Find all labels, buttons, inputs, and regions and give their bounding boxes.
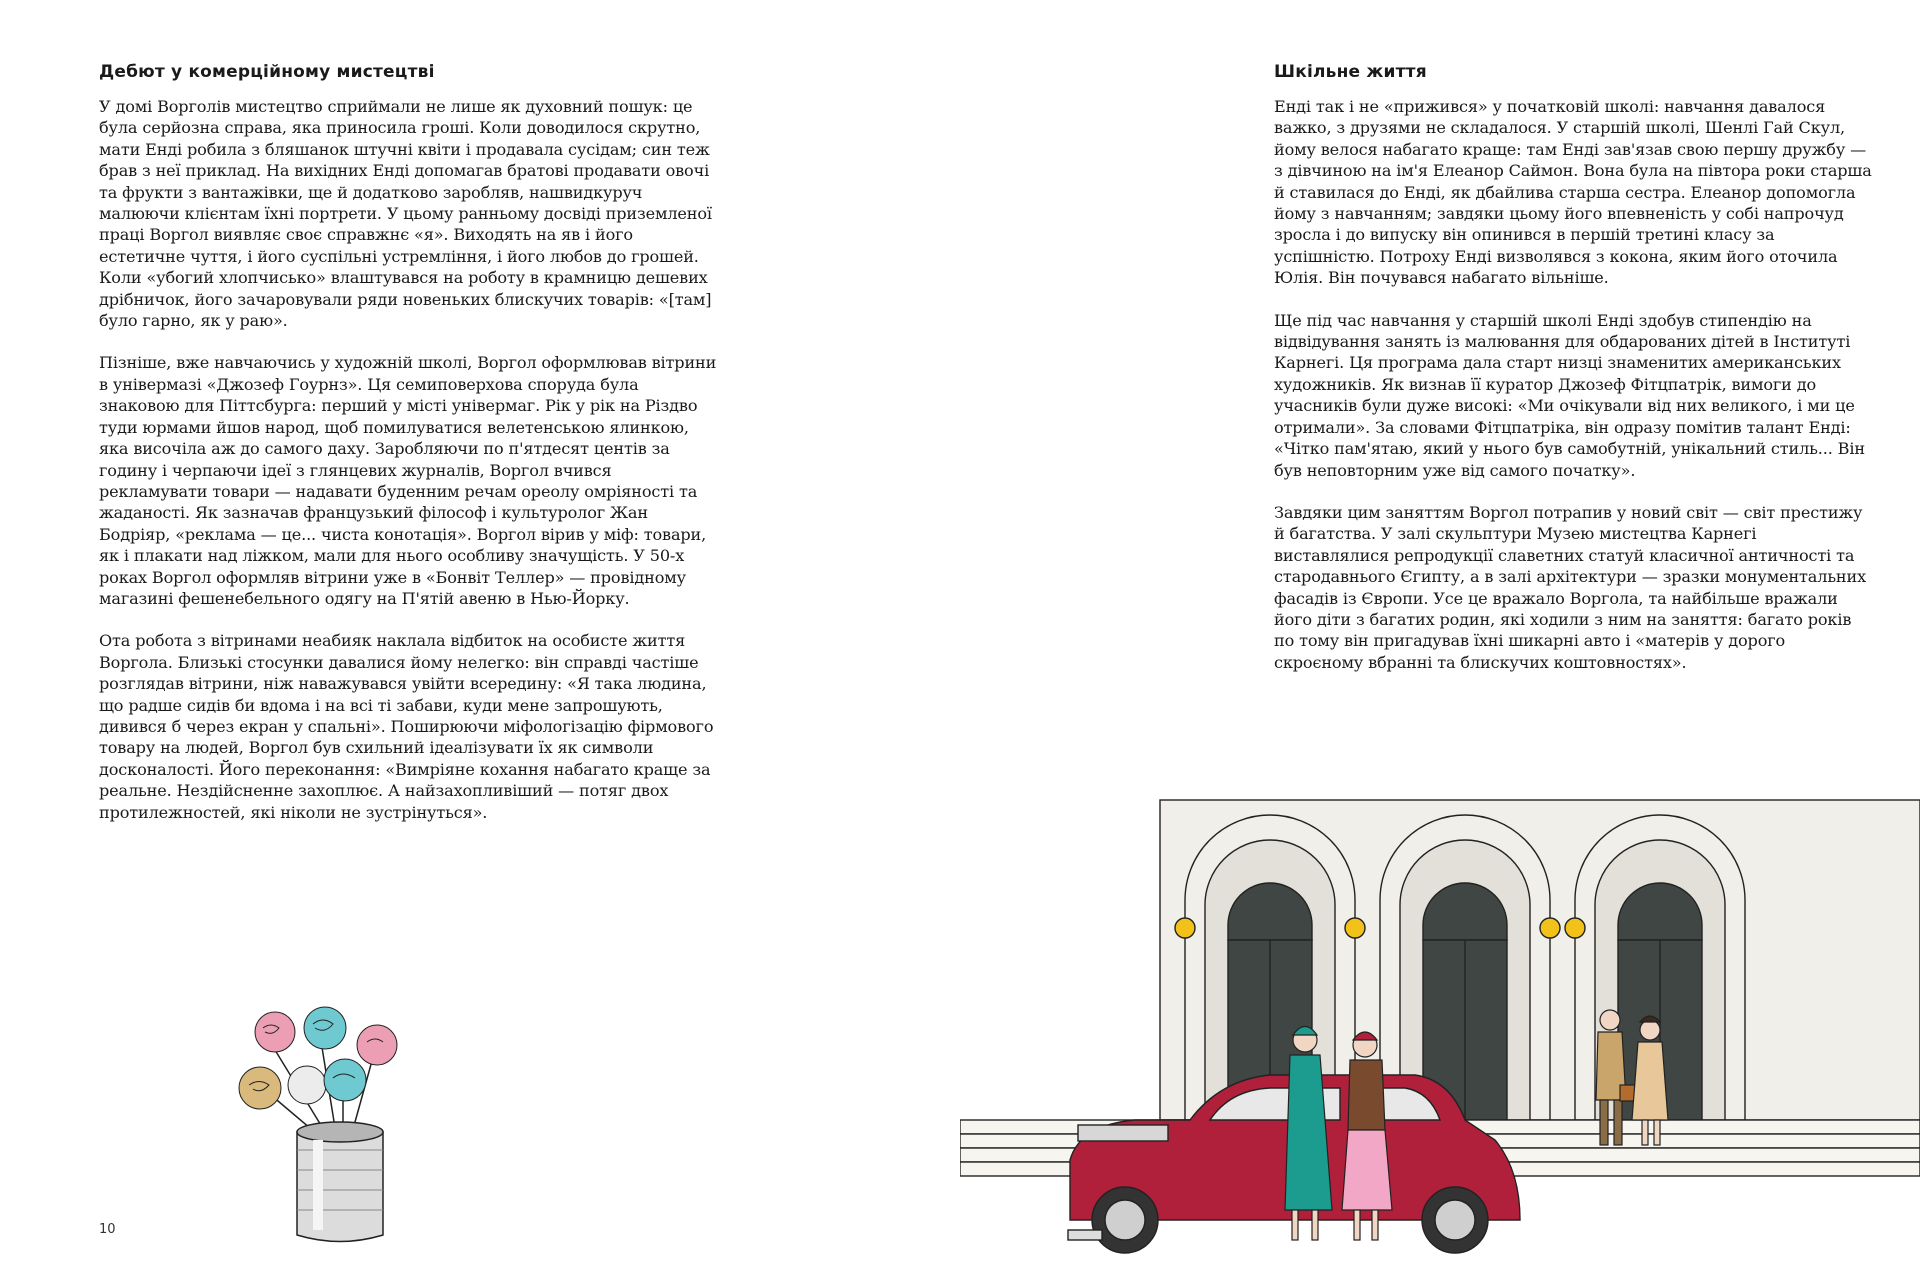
paragraph: Енді так і не «прижився» у початковій школі: навчання давалося важко, з друзями не складалося. У старшій школі, Шенлі Гай Скул, йому велося набагато краще: там Енді зав'язав свою першу дружбу — з дівчиною на ім'я Елеанор Саймон. Вона була на півтора роки старша й ставилася до Енді, як дбайлива старша сестра. Елеанор допомогла йому з навчанням; завдяки цьому його впевненість у собі напрочуд зросла і до випуску він опинився в першій третині класу за успішністю. Потроху Енді визволявся з кокона, яким його оточила Юлія. Він почувався набагато вільніше. [1274,97,1872,288]
section-title: Шкільне життя [1274,62,1427,82]
paragraph: У домі Ворголів мистецтво сприймали не лише як духовний пошук: це була серйозна справа, яка приносила гроші. Коли доводилося скрутно, мати Енді робила з бляшанок штучні квіти і продавала сусідам; син теж брав з неї приклад. На вихідних Енді допомагав братові продавати овочі та фрукти з вантажівки, ще й додатково заробляв, нашвидкуруч малюючи клієнтам їхні портрети. У цьому ранньому досвіді приземленої праці Воргол виявляє своє справжнє «я». Виходять на яв і його естетичне чуття, і його суспільні устремління, і його любов до грошей. Коли «убогий хлопчисько» влаштувався на роботу в крамницю дешевих дрібничок, його зачаровували ряди новеньких блискучих товарів: «[там] було гарно, як у раю». [99,97,712,331]
flower-grey-1 [288,1066,326,1104]
tin-can-flowers-illustration [225,990,465,1245]
tin-can [297,1122,383,1242]
paragraph: Завдяки цим заняттям Воргол потрапив у новий світ — світ престижу й багатства. У залі скульптури Музею мистецтва Карнегі виставлялися репродукції славетних статуй класичної античності та стародавнього Єгипту, а в залі архітектури — зразки монументальних фасадів із Європи. Усе це вражало Воргола, та найбільше вражали його діти з багатих родин, які ходили з ним на заняття: багато років по тому він пригадував їхні шикарні авто і «матерів у дорого скроєному вбранні та блискучих коштовностях». [1274,502,1867,672]
page-number: 10 [99,1222,116,1237]
paragraph: Ще під час навчання у старшій школі Енді здобув стипендію на відвідування занять із малювання для обдарованих дітей в Інституті Карнегі. Ця програма дала старт низці знаменитих американських художників. Як визнав її куратор Джозеф Фітцпатрік, вимоги до учасників були дуже високі: «Ми очікували від них великого, і ми це отримали». За словами Фітцпатріка, він одразу помітив талант Енді: «Чітко пам'ятаю, який у нього був самобутній, унікальний стиль... Він був неповторним уже від самого початку». [1274,310,1865,480]
arch-left [1175,815,1365,1120]
paragraph: Ота робота з вітринами неабияк наклала відбиток на особисте життя Воргола. Близькі стосунки давалися йому нелегко: він справді частіше розглядав вітрини, ніж наважувався увійти всередину: «Я така людина, що радше сидів би вдома і на всі ті забави, куди мене запрошують, дивився б через екран у спальні». Поширюючи міфологізацію фірмового товару на людей, Воргол був схильний ідеалізувати їх як символи досконалості. Його переконання: «Вимріяне кохання набагато краще за реальне. Нездійсненне захоплює. А найзахопливіший — потяг двох протилежностей, які ніколи не зустрінуться». [99,631,714,822]
left-text-column [99,62,719,844]
right-page [960,0,1920,1281]
flower-tan-1 [239,1067,281,1109]
right-text-column [1274,62,1874,694]
section-title: Дебют у комерційному мистецтві [99,62,435,82]
theatre-with-red-car-illustration [960,790,1920,1260]
arch-middle [1380,815,1560,1120]
flower-teal-1 [304,1007,346,1049]
paragraph: Пізніше, вже навчаючись у художній школі, Воргол оформлював вітрини в універмазі «Джозеф Гоурнз». Ця семиповерхова споруда була знаковою для Піттсбурга: перший у місті універмаг. Рік у рік на Різдво туди юрмами йшов народ, щоб помилуватися велетенською ялинкою, яка височіла аж до самого даху. Заробляючи по п'ятдесят центів за годину і черпаючи ідеї з глянцевих журналів, Воргол вчився рекламувати товари — надавати буденним речам ореолу омріяності та жаданості. Як зазначав французький філософ і культуролог Жан Бодріяр, «реклама — це... чиста конотація». Воргол вірив у міф: товари, як і плакати над ліжком, мали для нього особливу значущість. У 50-х роках Воргол оформляв вітрини уже в «Бонвіт Теллер» — провідному магазині фешенебельного одягу на П'ятій авеню в Нью-Йорку. [99,353,717,608]
flower-pink-2 [357,1025,397,1065]
flower-teal-2 [324,1059,366,1101]
